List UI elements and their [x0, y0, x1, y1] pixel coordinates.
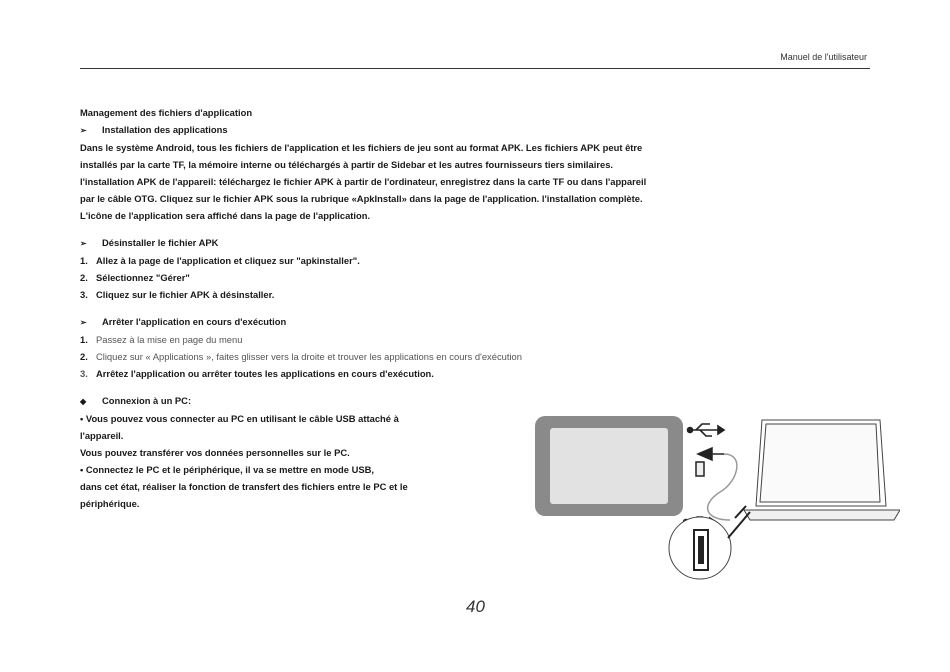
arrow-bullet-icon: ➢ [80, 318, 87, 327]
stop-heading [80, 313, 860, 331]
uninstall-step: 3. Cliquez sur le fichier APK à désinstaller. [80, 289, 275, 300]
install-heading-text: Installation des applications [102, 124, 228, 135]
page-number: 40 [466, 597, 485, 616]
arrow-bullet-icon: ➢ [80, 126, 87, 135]
pc-line: • Connectez le PC et le périphérique, il va se mettre en mode USB, [80, 464, 374, 475]
tablet-icon [535, 416, 683, 516]
install-line: Dans le système Android, tous les fichiers de l'application et les fichiers de jeu sont au format APK. Les fichiers APK peut être [80, 142, 643, 153]
install-line: par le câble OTG. Cliquez sur le fichier APK sous la rubrique «ApkInstall» dans la page de l'application. l'installation complète. [80, 193, 643, 204]
header-divider [80, 68, 870, 69]
install-line: l'installation APK de l'appareil: téléchargez le fichier APK à partir de l'ordinateur, enregistrez dans la carte TF ou dans l'appareil [80, 176, 647, 187]
diamond-bullet-icon: ◆ [80, 397, 87, 406]
header-title: Manuel de l'utilisateur [780, 52, 867, 62]
usb-port-zoom-icon [669, 512, 750, 579]
install-line: L'icône de l'application sera affiché dans la page de l'application. [80, 210, 371, 221]
uninstall-step: 1. Allez à la page de l'application et cliquez sur "apkinstaller". [80, 255, 360, 266]
pc-heading-text: Connexion à un PC: [102, 395, 192, 406]
section-title: Management des fichiers d'application [80, 107, 253, 118]
uninstall-heading [80, 234, 860, 252]
laptop-icon [735, 420, 900, 520]
stop-step: 1. Passez à la mise en page du menu [80, 334, 243, 345]
stop-step: 2. Cliquez sur « Applications », faites glisser vers la droite et trouver les applications en cours d'exécution [80, 351, 522, 362]
usb-cable-icon [696, 448, 737, 520]
usb-connection-illustration [530, 410, 900, 580]
pc-line: périphérique. [80, 498, 140, 509]
install-line: installés par la carte TF, la mémoire interne ou téléchargés à partir de Sidebar et les autres fournisseurs tiers similaires. [80, 159, 614, 170]
uninstall-heading-text: Désinstaller le fichier APK [102, 237, 219, 248]
arrow-bullet-icon: ➢ [80, 239, 87, 248]
stop-heading-text: Arrêter l'application en cours d'exécution [102, 316, 287, 327]
pc-line: Vous pouvez transférer vos données personnelles sur le PC. [80, 447, 350, 458]
pc-line: l'appareil. [80, 430, 124, 441]
stop-step: 3. Arrêtez l'application ou arrêter toutes les applications en cours d'exécution. [80, 368, 434, 379]
pc-line: • Vous pouvez vous connecter au PC en utilisant le câble USB attaché à [80, 413, 399, 424]
usb-symbol-icon [688, 424, 725, 436]
pc-line: dans cet état, réaliser la fonction de transfert des fichiers entre le PC et le [80, 481, 408, 492]
install-heading [80, 121, 860, 139]
pc-heading [80, 392, 860, 410]
uninstall-step: 2. Sélectionnez "Gérer" [80, 272, 190, 283]
